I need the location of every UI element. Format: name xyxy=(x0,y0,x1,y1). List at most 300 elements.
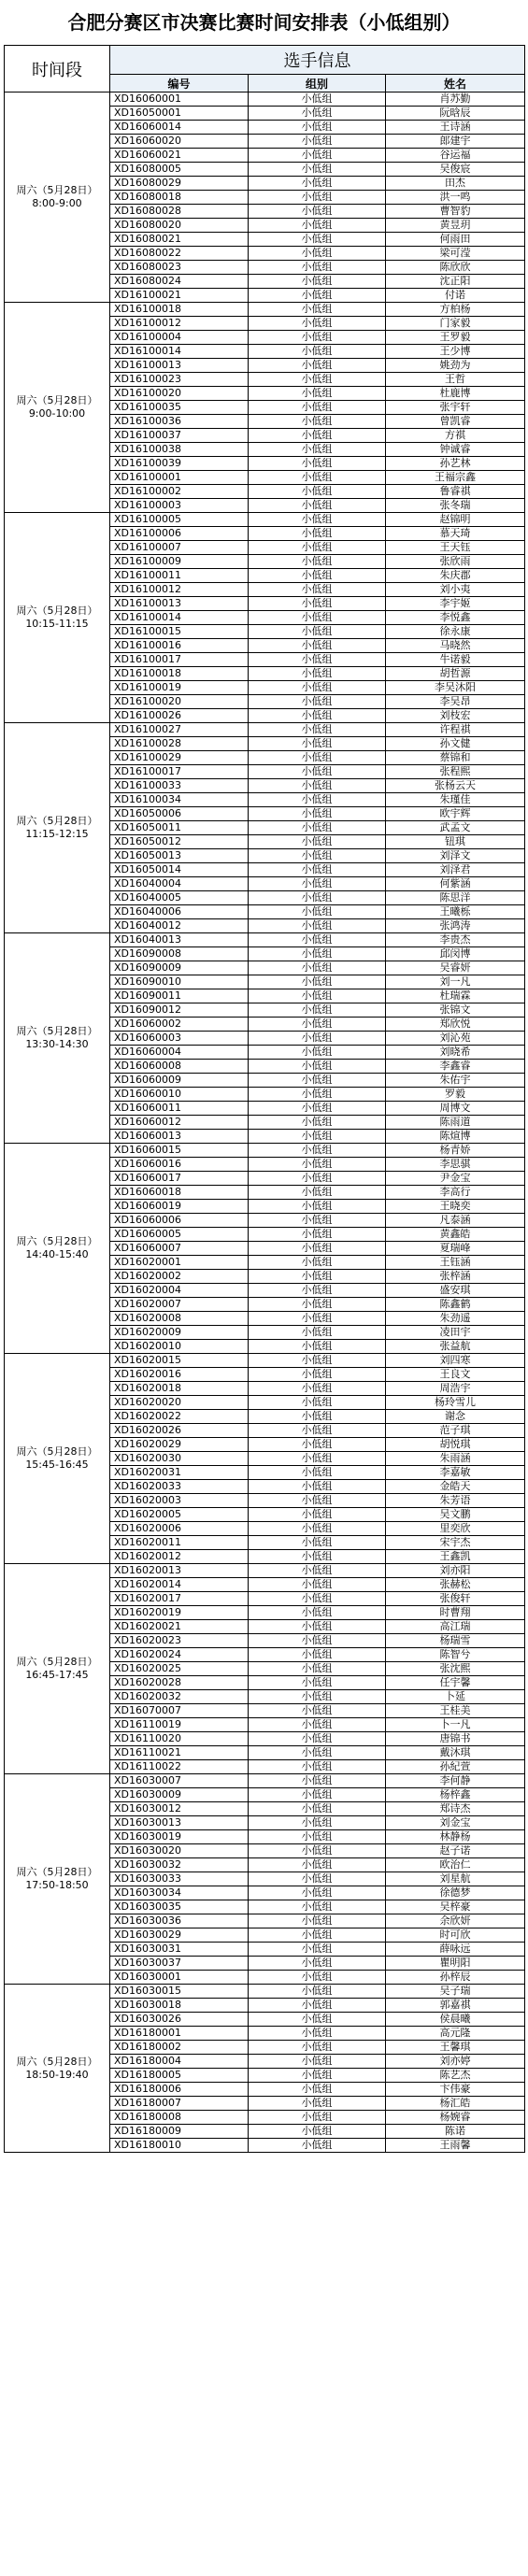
group-cell: 小低组 xyxy=(249,1648,386,1662)
contestant-id-cell: XD16020017 xyxy=(110,1592,249,1606)
contestant-name-cell: 朱雨涵 xyxy=(386,1452,525,1466)
contestant-name-cell: 方祺 xyxy=(386,429,525,443)
contestant-name-cell: 黄昱玥 xyxy=(386,219,525,233)
contestant-name-cell: 刘亦婷 xyxy=(386,2055,525,2069)
contestant-name-cell: 杨梓鑫 xyxy=(386,1788,525,1802)
contestant-id-cell: XD16030033 xyxy=(110,1872,249,1886)
group-cell: 小低组 xyxy=(249,597,386,611)
group-cell: 小低组 xyxy=(249,1536,386,1550)
contestant-id-cell: XD16030001 xyxy=(110,1971,249,1985)
contestant-id-cell: XD16100037 xyxy=(110,429,249,443)
contestant-id-cell: XD16020020 xyxy=(110,1396,249,1410)
group-cell: 小低组 xyxy=(249,793,386,807)
contestant-name-cell: 林静杨 xyxy=(386,1830,525,1844)
contestant-id-cell: XD16100017 xyxy=(110,765,249,779)
contestant-id-cell: XD16100023 xyxy=(110,373,249,387)
group-cell: 小低组 xyxy=(249,779,386,793)
contestant-id-cell: XD16020022 xyxy=(110,1410,249,1424)
contestant-id-cell: XD16020014 xyxy=(110,1578,249,1592)
contestant-name-cell: 陈诺 xyxy=(386,2125,525,2139)
contestant-id-cell: XD16100018 xyxy=(110,303,249,317)
contestant-id-cell: XD16100036 xyxy=(110,415,249,429)
group-cell: 小低组 xyxy=(249,345,386,359)
contestant-id-cell: XD16100026 xyxy=(110,709,249,723)
contestant-name-cell: 夏瑞峰 xyxy=(386,1242,525,1256)
contestant-id-cell: XD16060008 xyxy=(110,1060,249,1074)
group-cell: 小低组 xyxy=(249,429,386,443)
group-cell: 小低组 xyxy=(249,1732,386,1746)
contestant-name-cell: 慕天琦 xyxy=(386,527,525,541)
group-cell: 小低组 xyxy=(249,1410,386,1424)
group-cell: 小低组 xyxy=(249,1116,386,1130)
contestant-name-cell: 方柏杨 xyxy=(386,303,525,317)
group-cell: 小低组 xyxy=(249,1003,386,1018)
group-cell: 小低组 xyxy=(249,1718,386,1732)
contestant-id-cell: XD16110020 xyxy=(110,1732,249,1746)
contestant-name-cell: 陈鑫鹤 xyxy=(386,1298,525,1312)
group-cell: 小低组 xyxy=(249,443,386,457)
contestant-name-cell: 姚劲为 xyxy=(386,359,525,373)
group-cell: 小低组 xyxy=(249,1494,386,1508)
contestant-id-cell: XD16100034 xyxy=(110,793,249,807)
contestant-id-cell: XD16100014 xyxy=(110,345,249,359)
group-cell: 小低组 xyxy=(249,807,386,821)
time-slot-range: 8:00-9:00 xyxy=(32,197,82,209)
group-cell: 小低组 xyxy=(249,961,386,975)
contestant-id-cell: XD16080005 xyxy=(110,163,249,177)
group-cell: 小低组 xyxy=(249,541,386,555)
contestant-id-cell: XD16030018 xyxy=(110,1999,249,2013)
contestant-id-cell: XD16020004 xyxy=(110,1284,249,1298)
group-cell: 小低组 xyxy=(249,219,386,233)
contestant-id-cell: XD16060014 xyxy=(110,121,249,135)
contestant-name-cell: 凡泰涵 xyxy=(386,1214,525,1228)
contestant-id-cell: XD16020019 xyxy=(110,1606,249,1620)
contestant-id-cell: XD16100027 xyxy=(110,723,249,737)
group-cell: 小低组 xyxy=(249,1102,386,1116)
contestant-name-cell: 曾凯睿 xyxy=(386,415,525,429)
contestant-name-cell: 张冬瑞 xyxy=(386,499,525,513)
group-cell: 小低组 xyxy=(249,1242,386,1256)
contestant-name-cell: 刘泽文 xyxy=(386,849,525,863)
contestant-name-cell: 许程祺 xyxy=(386,723,525,737)
group-cell: 小低组 xyxy=(249,485,386,499)
group-cell: 小低组 xyxy=(249,107,386,121)
table-row xyxy=(5,723,525,737)
group-cell: 小低组 xyxy=(249,1872,386,1886)
contestant-name-cell: 王良文 xyxy=(386,1368,525,1382)
contestant-id-cell: XD16060020 xyxy=(110,135,249,149)
group-cell: 小低组 xyxy=(249,1564,386,1578)
contestant-id-cell: XD16030029 xyxy=(110,1928,249,1943)
contestant-name-cell: 蔡锦和 xyxy=(386,751,525,765)
contestant-name-cell: 刘一凡 xyxy=(386,975,525,989)
contestant-id-cell: XD16020021 xyxy=(110,1620,249,1634)
contestant-id-cell: XD16080023 xyxy=(110,261,249,275)
contestant-id-cell: XD16110019 xyxy=(110,1718,249,1732)
contestant-id-cell: XD16060019 xyxy=(110,1200,249,1214)
contestant-id-cell: XD16040004 xyxy=(110,877,249,891)
contestant-id-cell: XD16100003 xyxy=(110,499,249,513)
contestant-id-cell: XD16020030 xyxy=(110,1452,249,1466)
contestant-name-cell: 王少博 xyxy=(386,345,525,359)
contestant-id-cell: XD16060002 xyxy=(110,1018,249,1032)
group-cell: 小低组 xyxy=(249,709,386,723)
contestant-id-cell: XD16060021 xyxy=(110,149,249,163)
contestant-name-cell: 杨婉睿 xyxy=(386,2111,525,2125)
contestant-name-cell: 里奕欣 xyxy=(386,1522,525,1536)
group-cell: 小低组 xyxy=(249,1312,386,1326)
contestant-name-cell: 邱闵博 xyxy=(386,947,525,961)
contestant-id-cell: XD16180007 xyxy=(110,2097,249,2111)
contestant-id-cell: XD16020009 xyxy=(110,1326,249,1340)
table-row xyxy=(5,1354,525,1368)
contestant-id-cell: XD16100020 xyxy=(110,387,249,401)
contestant-name-cell: 吴文鹏 xyxy=(386,1508,525,1522)
contestant-id-cell: XD16060013 xyxy=(110,1130,249,1144)
contestant-name-cell: 王雨馨 xyxy=(386,2139,525,2153)
group-cell: 小低组 xyxy=(249,1368,386,1382)
contestant-name-cell: 侯晨曦 xyxy=(386,2013,525,2027)
contestant-name-cell: 刘枝宏 xyxy=(386,709,525,723)
contestant-id-cell: XD16020005 xyxy=(110,1508,249,1522)
contestant-name-cell: 时曹翔 xyxy=(386,1606,525,1620)
time-column-header: 时间段 xyxy=(5,46,110,93)
group-cell: 小低组 xyxy=(249,163,386,177)
contestant-id-cell: XD16080024 xyxy=(110,275,249,289)
group-cell: 小低组 xyxy=(249,583,386,597)
contestant-id-cell: XD16100002 xyxy=(110,485,249,499)
group-cell: 小低组 xyxy=(249,667,386,681)
contestant-id-cell: XD16100014 xyxy=(110,611,249,625)
group-cell: 小低组 xyxy=(249,527,386,541)
contestant-name-cell: 李宇姬 xyxy=(386,597,525,611)
group-cell: 小低组 xyxy=(249,1999,386,2013)
contestant-id-cell: XD16060017 xyxy=(110,1172,249,1186)
contestant-id-cell: XD16100038 xyxy=(110,443,249,457)
contestant-name-cell: 卜延 xyxy=(386,1690,525,1704)
group-cell: 小低组 xyxy=(249,1396,386,1410)
contestant-id-cell: XD16060003 xyxy=(110,1032,249,1046)
contestant-id-cell: XD16100020 xyxy=(110,695,249,709)
contestant-name-cell: 李悦鑫 xyxy=(386,611,525,625)
contestant-name-cell: 郑诗杰 xyxy=(386,1802,525,1816)
table-row xyxy=(5,1144,525,1158)
contestant-name-cell: 郭嘉祺 xyxy=(386,1999,525,2013)
contestant-name-cell: 阮晗辰 xyxy=(386,107,525,121)
contestant-name-cell: 钟诚睿 xyxy=(386,443,525,457)
contestant-id-cell: XD16050014 xyxy=(110,863,249,877)
contestant-name-cell: 陈雨道 xyxy=(386,1116,525,1130)
contestant-id-cell: XD16080018 xyxy=(110,191,249,205)
contestant-id-cell: XD16030031 xyxy=(110,1943,249,1957)
contestant-id-cell: XD16040012 xyxy=(110,919,249,933)
group-cell: 小低组 xyxy=(249,1971,386,1985)
contestant-id-cell: XD16040013 xyxy=(110,933,249,947)
contestant-name-cell: 欧宇辉 xyxy=(386,807,525,821)
contestant-id-cell: XD16100039 xyxy=(110,457,249,471)
group-cell: 小低组 xyxy=(249,1620,386,1634)
contestant-name-cell: 王罗毅 xyxy=(386,331,525,345)
header-row xyxy=(5,46,525,75)
group-cell: 小低组 xyxy=(249,1760,386,1774)
contestant-id-cell: XD16050001 xyxy=(110,107,249,121)
time-slot-range: 16:45-17:45 xyxy=(25,1669,89,1681)
contestant-id-cell: XD16030037 xyxy=(110,1957,249,1971)
contestant-id-cell: XD16110021 xyxy=(110,1746,249,1760)
contestant-name-cell: 张杨云天 xyxy=(386,779,525,793)
contestant-id-cell: XD16050012 xyxy=(110,835,249,849)
contestant-name-cell: 王福宗鑫 xyxy=(386,471,525,485)
time-slot-day: 周六（5月28日） xyxy=(16,1866,98,1878)
time-slot-cell xyxy=(5,723,110,933)
group-cell: 小低组 xyxy=(249,625,386,639)
contestant-name-cell: 张鸿涛 xyxy=(386,919,525,933)
contestant-name-cell: 高江瑞 xyxy=(386,1620,525,1634)
contestant-id-cell: XD16020016 xyxy=(110,1368,249,1382)
contestant-name-cell: 刘小夷 xyxy=(386,583,525,597)
contestant-id-cell: XD16050013 xyxy=(110,849,249,863)
id-column-header: 编号 xyxy=(110,75,249,93)
group-cell: 小低组 xyxy=(249,1886,386,1900)
group-cell: 小低组 xyxy=(249,1606,386,1620)
contestant-name-cell: 王曦栎 xyxy=(386,905,525,919)
contestant-name-cell: 张赫松 xyxy=(386,1578,525,1592)
contestant-name-cell: 孙文健 xyxy=(386,737,525,751)
contestant-id-cell: XD16030015 xyxy=(110,1985,249,1999)
contestant-name-cell: 杨青娇 xyxy=(386,1144,525,1158)
contestant-id-cell: XD16020011 xyxy=(110,1536,249,1550)
group-cell: 小低组 xyxy=(249,1438,386,1452)
group-cell: 小低组 xyxy=(249,933,386,947)
contestant-id-cell: XD16100012 xyxy=(110,583,249,597)
contestant-name-cell: 赵子诺 xyxy=(386,1844,525,1858)
contestant-name-cell: 李贵杰 xyxy=(386,933,525,947)
group-cell: 小低组 xyxy=(249,1704,386,1718)
contestant-id-cell: XD16030020 xyxy=(110,1844,249,1858)
time-slot-cell xyxy=(5,1985,110,2153)
contestant-name-cell: 钮琪 xyxy=(386,835,525,849)
group-cell: 小低组 xyxy=(249,849,386,863)
contestant-name-cell: 吴俊宸 xyxy=(386,163,525,177)
contestant-name-cell: 田杰 xyxy=(386,177,525,191)
contestant-name-cell: 李高行 xyxy=(386,1186,525,1200)
contestant-name-cell: 朱瑾佳 xyxy=(386,793,525,807)
contestant-name-cell: 刘四寒 xyxy=(386,1354,525,1368)
contestant-name-cell: 何雨田 xyxy=(386,233,525,247)
contestant-id-cell: XD16020001 xyxy=(110,1256,249,1270)
contestant-name-cell: 王桂美 xyxy=(386,1704,525,1718)
contestant-id-cell: XD16100021 xyxy=(110,289,249,303)
contestant-id-cell: XD16180008 xyxy=(110,2111,249,2125)
time-slot-day: 周六（5月28日） xyxy=(16,605,98,617)
group-cell: 小低组 xyxy=(249,331,386,345)
group-cell: 小低组 xyxy=(249,1144,386,1158)
contestant-name-cell: 武孟文 xyxy=(386,821,525,835)
contestant-name-cell: 杨汇皓 xyxy=(386,2097,525,2111)
contestant-id-cell: XD16020023 xyxy=(110,1634,249,1648)
group-cell: 小低组 xyxy=(249,303,386,317)
group-cell: 小低组 xyxy=(249,639,386,653)
group-cell: 小低组 xyxy=(249,289,386,303)
contestant-id-cell: XD16060006 xyxy=(110,1214,249,1228)
contestant-id-cell: XD16180004 xyxy=(110,2055,249,2069)
group-cell: 小低组 xyxy=(249,415,386,429)
contestant-name-cell: 谷运福 xyxy=(386,149,525,163)
contestant-id-cell: XD16060001 xyxy=(110,93,249,107)
group-cell: 小低组 xyxy=(249,1172,386,1186)
group-cell: 小低组 xyxy=(249,1578,386,1592)
contestant-name-cell: 梁可滢 xyxy=(386,247,525,261)
group-cell: 小低组 xyxy=(249,191,386,205)
contestant-name-cell: 范子琪 xyxy=(386,1424,525,1438)
contestant-id-cell: XD16180010 xyxy=(110,2139,249,2153)
contestant-id-cell: XD16020010 xyxy=(110,1340,249,1354)
table-row xyxy=(5,933,525,947)
group-cell: 小低组 xyxy=(249,1256,386,1270)
group-cell: 小低组 xyxy=(249,1032,386,1046)
contestant-name-cell: 郎建宇 xyxy=(386,135,525,149)
contestant-name-cell: 王晓奕 xyxy=(386,1200,525,1214)
group-cell: 小低组 xyxy=(249,2013,386,2027)
contestant-id-cell: XD16020028 xyxy=(110,1676,249,1690)
group-cell: 小低组 xyxy=(249,1480,386,1494)
contestant-name-cell: 王钰涵 xyxy=(386,1256,525,1270)
time-slot-cell xyxy=(5,93,110,303)
contestant-name-cell: 王哲 xyxy=(386,373,525,387)
contestant-id-cell: XD16100035 xyxy=(110,401,249,415)
contestant-name-cell: 任宇馨 xyxy=(386,1676,525,1690)
time-slot-day: 周六（5月28日） xyxy=(16,184,98,196)
contestant-name-cell: 刘星航 xyxy=(386,1872,525,1886)
contestant-id-cell: XD16060007 xyxy=(110,1242,249,1256)
group-cell: 小低组 xyxy=(249,2041,386,2055)
contestant-name-cell: 王诗涵 xyxy=(386,121,525,135)
contestant-info-header: 选手信息 xyxy=(110,46,525,75)
time-slot-day: 周六（5月28日） xyxy=(16,1235,98,1247)
group-cell: 小低组 xyxy=(249,1914,386,1928)
group-cell: 小低组 xyxy=(249,947,386,961)
contestant-name-cell: 孙艺林 xyxy=(386,457,525,471)
contestant-name-cell: 盛安琪 xyxy=(386,1284,525,1298)
group-cell: 小低组 xyxy=(249,1382,386,1396)
contestant-name-cell: 徐德梦 xyxy=(386,1886,525,1900)
group-cell: 小低组 xyxy=(249,569,386,583)
contestant-id-cell: XD16100016 xyxy=(110,639,249,653)
contestant-id-cell: XD16020026 xyxy=(110,1424,249,1438)
time-slot-range: 10:15-11:15 xyxy=(25,618,89,630)
contestant-name-cell: 孙紀萱 xyxy=(386,1760,525,1774)
group-cell: 小低组 xyxy=(249,2111,386,2125)
contestant-id-cell: XD16080020 xyxy=(110,219,249,233)
contestant-id-cell: XD16030034 xyxy=(110,1886,249,1900)
time-slot-range: 11:15-12:15 xyxy=(25,828,89,840)
time-slot-range: 15:45-16:45 xyxy=(25,1459,89,1471)
contestant-id-cell: XD16100019 xyxy=(110,681,249,695)
contestant-name-cell: 李何静 xyxy=(386,1774,525,1788)
contestant-name-cell: 周浩宇 xyxy=(386,1382,525,1396)
group-cell: 小低组 xyxy=(249,387,386,401)
time-slot-range: 18:50-19:40 xyxy=(25,2068,89,2081)
group-cell: 小低组 xyxy=(249,1214,386,1228)
schedule-table-container xyxy=(4,45,524,2153)
contestant-id-cell: XD16110022 xyxy=(110,1760,249,1774)
contestant-id-cell: XD16030009 xyxy=(110,1788,249,1802)
contestant-id-cell: XD16030007 xyxy=(110,1774,249,1788)
contestant-id-cell: XD16180005 xyxy=(110,2069,249,2083)
contestant-id-cell: XD16100013 xyxy=(110,359,249,373)
group-cell: 小低组 xyxy=(249,1774,386,1788)
group-cell: 小低组 xyxy=(249,1424,386,1438)
contestant-id-cell: XD16060005 xyxy=(110,1228,249,1242)
group-cell: 小低组 xyxy=(249,1186,386,1200)
contestant-id-cell: XD16030032 xyxy=(110,1858,249,1872)
contestant-name-cell: 鲁睿祺 xyxy=(386,485,525,499)
group-cell: 小低组 xyxy=(249,1354,386,1368)
group-cell: 小低组 xyxy=(249,2097,386,2111)
group-cell: 小低组 xyxy=(249,149,386,163)
contestant-name-cell: 罗毅 xyxy=(386,1088,525,1102)
group-cell: 小低组 xyxy=(249,877,386,891)
time-slot-cell xyxy=(5,1774,110,1985)
group-cell: 小低组 xyxy=(249,891,386,905)
contestant-name-cell: 曹智豹 xyxy=(386,205,525,219)
contestant-name-cell: 陈欣欣 xyxy=(386,261,525,275)
contestant-name-cell: 沈正阳 xyxy=(386,275,525,289)
contestant-name-cell: 凌田宇 xyxy=(386,1326,525,1340)
contestant-id-cell: XD16090010 xyxy=(110,975,249,989)
time-slot-range: 14:40-15:40 xyxy=(25,1248,89,1260)
contestant-name-cell: 付诺 xyxy=(386,289,525,303)
contestant-name-cell: 肖苏勤 xyxy=(386,93,525,107)
group-cell: 小低组 xyxy=(249,457,386,471)
contestant-id-cell: XD16040005 xyxy=(110,891,249,905)
group-cell: 小低组 xyxy=(249,1957,386,1971)
group-cell: 小低组 xyxy=(249,1816,386,1830)
contestant-id-cell: XD16100001 xyxy=(110,471,249,485)
time-slot-cell xyxy=(5,1144,110,1354)
time-slot-day: 周六（5月28日） xyxy=(16,2055,98,2068)
group-cell: 小低组 xyxy=(249,1830,386,1844)
contestant-id-cell: XD16100006 xyxy=(110,527,249,541)
time-slot-range: 13:30-14:30 xyxy=(25,1038,89,1050)
contestant-id-cell: XD16180009 xyxy=(110,2125,249,2139)
contestant-name-cell: 郑欣悦 xyxy=(386,1018,525,1032)
time-slot-day: 周六（5月28日） xyxy=(16,1025,98,1037)
contestant-name-cell: 张俊轩 xyxy=(386,1592,525,1606)
contestant-id-cell: XD16020006 xyxy=(110,1522,249,1536)
contestant-name-cell: 宋宇杰 xyxy=(386,1536,525,1550)
time-slot-cell xyxy=(5,1564,110,1774)
contestant-id-cell: XD16100007 xyxy=(110,541,249,555)
contestant-name-cell: 徐永康 xyxy=(386,625,525,639)
contestant-id-cell: XD16020029 xyxy=(110,1438,249,1452)
group-cell: 小低组 xyxy=(249,499,386,513)
contestant-name-cell: 高元隆 xyxy=(386,2027,525,2041)
contestant-name-cell: 谢念 xyxy=(386,1410,525,1424)
group-cell: 小低组 xyxy=(249,1746,386,1760)
contestant-name-cell: 张益航 xyxy=(386,1340,525,1354)
contestant-name-cell: 吴子瑞 xyxy=(386,1985,525,1999)
contestant-name-cell: 王馨琪 xyxy=(386,2041,525,2055)
time-slot-cell xyxy=(5,303,110,513)
contestant-name-cell: 杨瑞雪 xyxy=(386,1634,525,1648)
contestant-id-cell: XD16060016 xyxy=(110,1158,249,1172)
contestant-id-cell: XD16100013 xyxy=(110,597,249,611)
contestant-name-cell: 薛咏远 xyxy=(386,1943,525,1957)
contestant-id-cell: XD16050006 xyxy=(110,807,249,821)
contestant-id-cell: XD16060009 xyxy=(110,1074,249,1088)
